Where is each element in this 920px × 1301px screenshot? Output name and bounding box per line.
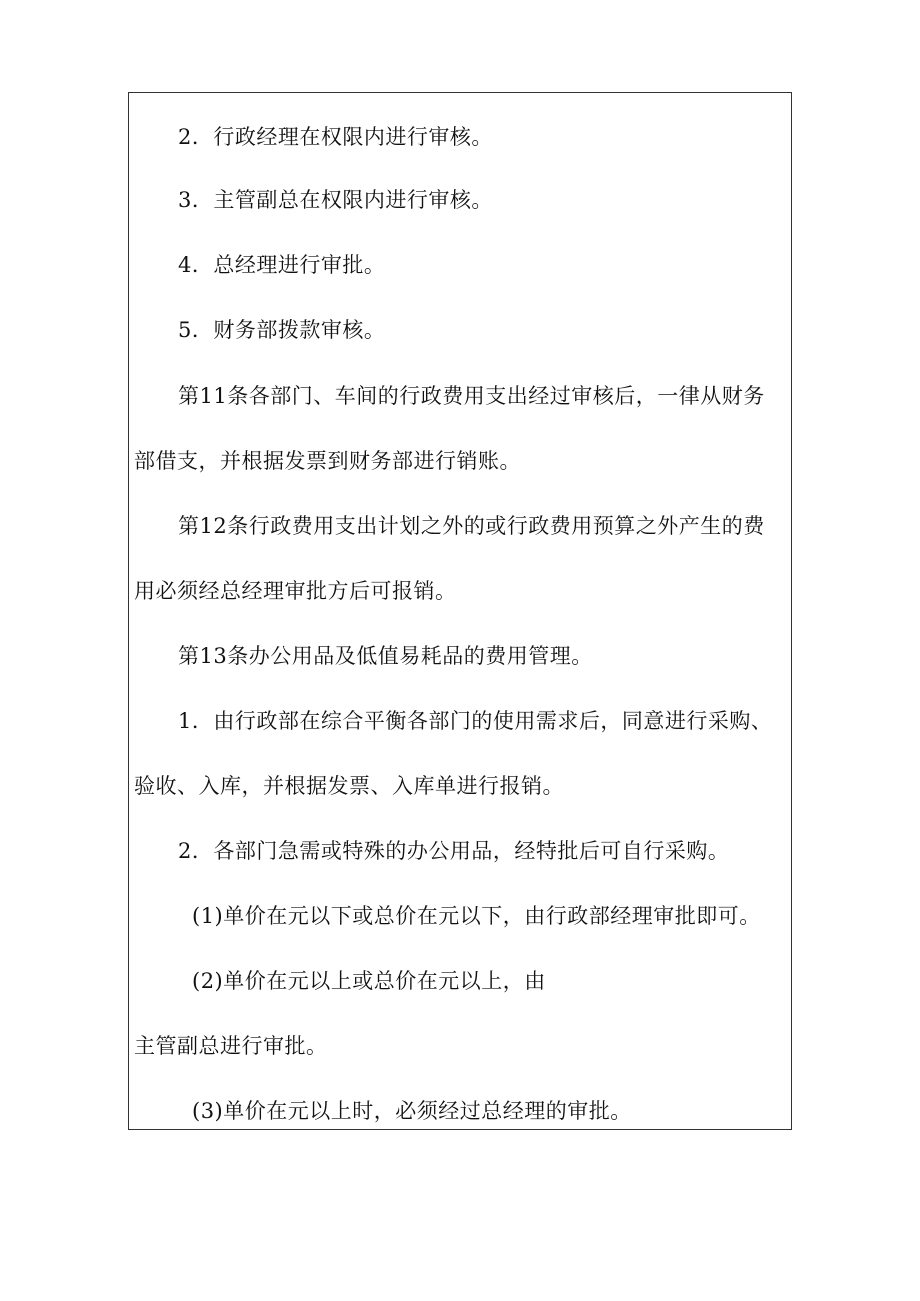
text-line-review-admin-manager: 2．行政经理在权限内进行审核。 xyxy=(178,125,493,149)
text-line-article-11-start: 第11条各部门、车间的行政费用支出经过审核后，一律从财务 xyxy=(178,384,765,408)
text-line-article-12-end: 用必须经总经理审批方后可报销。 xyxy=(134,579,457,603)
text-line-article-13: 第13条办公用品及低值易耗品的费用管理。 xyxy=(178,644,593,668)
text-line-gm-approval: 4．总经理进行审批。 xyxy=(178,253,386,277)
text-line-procurement-end: 验收、入库，并根据发票、入库单进行报销。 xyxy=(134,774,564,798)
text-line-special-purchase: 2．各部门急需或特殊的办公用品，经特批后可自行采购。 xyxy=(178,839,730,863)
text-line-procurement-start: 1．由行政部在综合平衡各部门的使用需求后，同意进行采购、 xyxy=(178,709,773,733)
text-line-article-11-end: 部借支，并根据发票到财务部进行销账。 xyxy=(134,449,521,473)
text-line-rule-2-start: (2)单价在元以上或总价在元以上，由 xyxy=(192,969,546,993)
text-line-review-deputy-gm: 3．主管副总在权限内进行审核。 xyxy=(178,188,493,212)
text-line-rule-3: (3)单价在元以上时，必须经过总经理的审批。 xyxy=(192,1099,632,1123)
text-line-rule-1: (1)单价在元以下或总价在元以下，由行政部经理审批即可。 xyxy=(192,904,761,928)
text-line-rule-2-end: 主管副总进行审批。 xyxy=(134,1034,328,1058)
text-line-finance-review: 5．财务部拨款审核。 xyxy=(178,318,386,342)
text-line-article-12-start: 第12条行政费用支出计划之外的或行政费用预算之外产生的费 xyxy=(178,514,765,538)
